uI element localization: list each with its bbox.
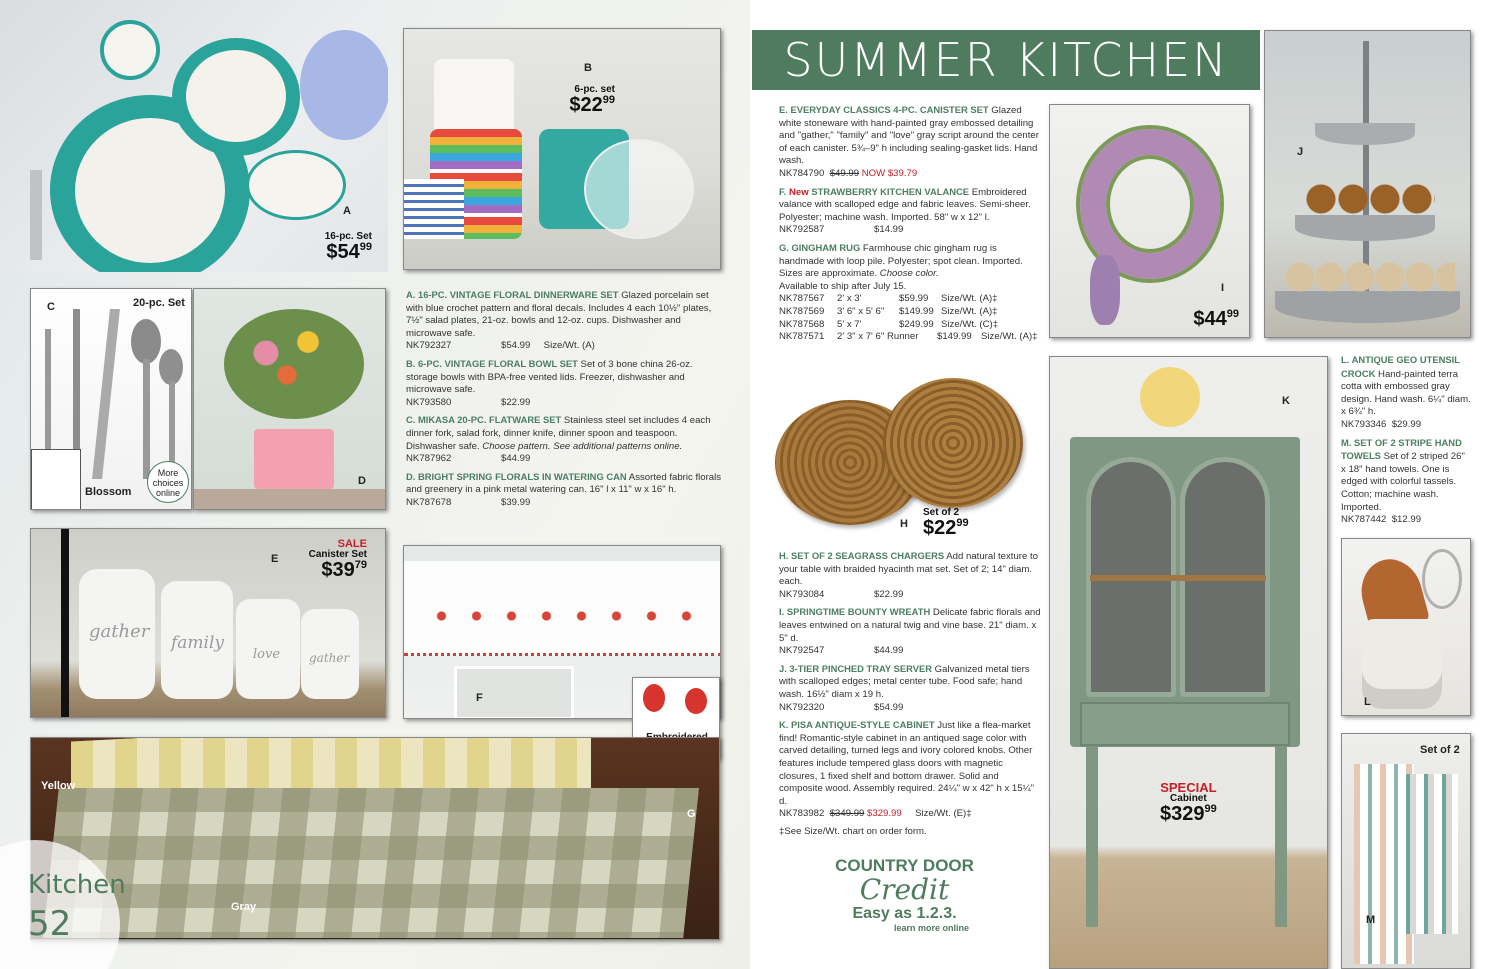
rug-sku: NK787567 <box>779 293 825 305</box>
rug-size: 2' 3" x 7' 6" Runner <box>837 331 919 343</box>
photo-cabinet[interactable] <box>1049 356 1328 969</box>
product-body-c: Stainless steel set includes 4 each dinner fork, salad fork, dinner knife, dinner spoon and teaspoon. Dishwasher safe. <box>406 415 711 452</box>
credit-word: Credit <box>859 873 950 906</box>
letter-m: M <box>1366 914 1376 926</box>
rug-size-row <box>779 306 1041 319</box>
product-desc-h <box>779 550 1041 601</box>
price-cap-k: Cabinet <box>1170 793 1207 804</box>
product-head-g: G. GINGHAM RUG <box>779 241 861 253</box>
photo-hand-towels[interactable] <box>1341 733 1471 969</box>
photo-canister-set[interactable] <box>30 528 386 718</box>
rug-size-row <box>779 331 1041 344</box>
flatware-set-caption: 20-pc. Set <box>133 297 185 309</box>
product-italic-c: Choose pattern. See additional patterns online. <box>479 440 683 452</box>
product-italic-g: Choose color. <box>877 268 939 280</box>
photo-bowl-set[interactable] <box>403 28 721 270</box>
product-head-k: K. PISA ANTIQUE-STYLE CABINET <box>779 719 935 731</box>
price-i: $44.99 <box>874 645 904 657</box>
price-m: $12.99 <box>1391 514 1422 526</box>
rug-note: Size/Wt. (A)‡ <box>941 293 998 305</box>
new-badge-f: New <box>788 186 809 198</box>
photo-utensil-crock[interactable] <box>1341 538 1471 716</box>
price-l: $29.99 <box>1391 418 1422 430</box>
price-cents-b: 99 <box>602 94 615 106</box>
credit-brand: COUNTRY DOOR <box>835 856 974 875</box>
product-body-j: Galvanized metal tiers with scalloped edges; metal center tube. Food safe; hand wash. 16½" diam x 19 h. <box>779 663 1030 700</box>
price-dollars-h: $22 <box>923 517 957 539</box>
rug-price: $249.99 <box>899 318 934 330</box>
rug-price: $59.99 <box>899 293 929 305</box>
price-a: $54.99 <box>501 340 531 352</box>
left-product-descriptions <box>406 289 724 515</box>
canister-word-gather: gather <box>89 621 150 642</box>
price-tag-h <box>923 508 969 538</box>
towels-set-caption: Set of 2 <box>1420 744 1460 756</box>
price-j: $54.99 <box>874 701 904 713</box>
product-head-h: H. SET OF 2 SEAGRASS CHARGERS <box>779 550 945 561</box>
sale-label-e: SALE <box>337 538 367 550</box>
price-dollars-b: $22 <box>569 94 603 116</box>
sku-f: NK792587 <box>779 224 825 236</box>
product-head-b: B. 6-PC. VINTAGE FLORAL BOWL SET <box>406 357 578 369</box>
price-dollars-e: $39 <box>321 559 355 581</box>
photo-gingham-rug[interactable] <box>30 737 720 940</box>
photo-dinnerware[interactable] <box>0 0 388 272</box>
size-chart-footnote: ‡See Size/Wt. chart on order form. <box>779 825 927 837</box>
letter-d: D <box>358 475 366 487</box>
note-a: Size/Wt. (A) <box>543 340 595 352</box>
sku-j: NK792320 <box>779 701 825 713</box>
sku-k: NK783982 <box>779 808 825 820</box>
product-head-j: J. 3-TIER PINCHED TRAY SERVER <box>779 662 932 674</box>
canister-word-gather-2: gather <box>309 651 350 665</box>
rug-size: 3' 6" x 5' 6" <box>837 305 885 317</box>
now-price-e: NOW $39.79 <box>861 167 918 179</box>
price-cap-e: Canister Set <box>308 549 367 560</box>
price-tag-a <box>325 232 372 262</box>
product-desc-i <box>779 606 1041 657</box>
product-head-d: D. BRIGHT SPRING FLORALS IN WATERING CAN <box>406 470 627 482</box>
product-body-b: Set of 3 bone china 26-oz. storage bowls with BPA-free vented lids. Freezer, dishwasher and microwave safe. <box>406 358 693 396</box>
right-product-descriptions-top <box>779 104 1041 349</box>
product-desc-m <box>1341 437 1471 527</box>
rug-size-row <box>779 319 1041 332</box>
product-desc-g <box>779 242 1041 344</box>
letter-k: K <box>1282 395 1290 407</box>
product-head-f: STRAWBERRY KITCHEN VALANCE <box>811 185 970 197</box>
sku-l: NK793346 <box>1341 418 1387 430</box>
price-h: $22.99 <box>874 588 904 600</box>
rug-sku: NK787569 <box>779 305 825 317</box>
rug-yellow-label: Yellow <box>41 780 76 792</box>
price-tag-k <box>1160 781 1217 824</box>
letter-a: A <box>343 205 351 217</box>
product-desc-j <box>779 663 1041 714</box>
product-prefix-f: F. <box>779 185 787 197</box>
rug-price: $149.99 <box>937 331 972 343</box>
product-body-i: Delicate fabric florals and leaves entwined on a natural twig and vine base. 21" diam. x 5" d. <box>779 607 1041 644</box>
sku-i: NK792547 <box>779 645 825 657</box>
product-descriptions-l-m <box>1341 354 1471 532</box>
price-d: $39.99 <box>501 496 531 508</box>
price-cents-h: 99 <box>956 517 969 529</box>
price-cap-a: 16-pc. Set <box>324 231 372 242</box>
product-desc-b <box>406 358 724 409</box>
product-body-a: Glazed porcelain set with blue crochet pattern and floral decals. Includes 4 each 10½" plates, 7½" salad plates, 21-oz. bowls and 12-oz. cups. Dishwasher and microwave safe. <box>406 290 712 339</box>
letter-g: G <box>687 808 696 820</box>
product-desc-d <box>406 471 724 510</box>
product-body-l: Hand-painted terra cotta with embossed gray design. Hand wash. 6¼" diam. x 6¾" h. <box>1341 368 1471 418</box>
product-desc-e <box>779 104 1041 181</box>
price-c: $44.99 <box>501 453 531 465</box>
sku-d: NK787678 <box>406 496 452 508</box>
rug-note: Size/Wt. (C)‡ <box>941 318 999 330</box>
product-body-g: Farmhouse chic gingham rug is handmade with loop pile. Polyester; spot clean. Imported. Sizes are approximate. <box>779 242 1023 280</box>
product-body-h: Add natural texture to your table with braided hyacinth mat set. Set of 2; 14" diam. each. <box>779 551 1039 588</box>
price-dollars-a: $54 <box>326 241 360 263</box>
rug-note: Size/Wt. (A)‡ <box>941 305 998 317</box>
letter-i: I <box>1221 282 1225 294</box>
photo-florals-watering-can[interactable] <box>193 288 386 510</box>
was-price-k: $349.99 <box>829 808 865 820</box>
photo-wreath[interactable] <box>1049 104 1250 338</box>
product-body-e: Glazed white stoneware with hand-painted gray embossed detailing and "gather," "family" and "love" gray script around the center of each canister. 5¾–9" h including sealing-gasket lids. Hand wash. <box>779 105 1039 167</box>
sku-e: NK784790 <box>779 167 825 179</box>
rug-sku: NK787571 <box>779 331 825 343</box>
product-body-m: Set of 2 striped 26" x 18" hand towels. One is edged with colorful tassels. Cotton; machine wash. Imported. <box>1341 451 1465 513</box>
sku-m: NK787442 <box>1341 514 1387 526</box>
page-title: SUMMER KITCHEN <box>752 30 1260 90</box>
price-cents-a: 99 <box>359 241 372 253</box>
price-cents-k: 99 <box>1204 803 1217 815</box>
product-head-l: L. ANTIQUE GEO UTENSIL CROCK <box>1341 354 1460 379</box>
rug-gray-label: Gray <box>231 901 257 913</box>
letter-h: H <box>900 518 908 530</box>
product-desc-l <box>1341 354 1471 432</box>
rug-note: Size/Wt. (A)‡ <box>981 331 1038 343</box>
product-body-k: Just like a flea-market find! Romantic-style cabinet in an antiqued sage color with carved detailing, turned legs and ivory colored knobs. Other features include tempered glass doors with magnetic closures, 1 fixed shelf and bottom drawer. Solid and composite wood. Assembly required. 24¼" w x 42" h x 15¼" d. <box>779 720 1034 807</box>
sku-c: NK787962 <box>406 453 452 465</box>
price-b: $22.99 <box>501 396 531 408</box>
product-desc-f <box>779 186 1041 237</box>
rug-size: 5' x 7' <box>837 318 862 330</box>
price-dollars-i: $44 <box>1193 308 1227 330</box>
product-head-e: E. EVERYDAY CLASSICS 4-PC. CANISTER SET <box>779 104 989 115</box>
credit-tagline: Easy as 1.2.3. <box>852 905 957 922</box>
now-price-k: $329.99 <box>867 808 902 820</box>
price-cap-b: 6-pc. set <box>574 84 615 95</box>
availability-g: Available to ship after July 15. <box>779 280 907 292</box>
product-body-d: Assorted fabric florals and greenery in a pink metal watering can. 16" l x 11" w x 16" h. <box>406 471 722 496</box>
right-product-descriptions-bottom <box>779 550 1041 843</box>
product-head-i: I. SPRINGTIME BOUNTY WREATH <box>779 606 931 618</box>
price-tag-b <box>569 85 615 115</box>
price-dollars-k: $329 <box>1160 803 1205 825</box>
price-f: $14.99 <box>874 224 904 236</box>
blossom-pattern-label: Blossom <box>85 486 132 498</box>
product-desc-k <box>779 719 1041 821</box>
product-head-a: A. 16-PC. VINTAGE FLORAL DINNERWARE SET <box>406 289 619 300</box>
rug-price: $149.99 <box>899 305 934 317</box>
more-choices-badge[interactable] <box>147 461 189 503</box>
section-name: Kitchen <box>28 870 126 900</box>
rug-size-row <box>779 293 1041 306</box>
photo-tiered-tray[interactable] <box>1264 30 1471 338</box>
product-body-f: Embroidered valance with scalloped edge and fabric leaves. Semi-sheer. Polyester; machine wash. Imported. 58" w x 12" l. <box>779 186 1031 223</box>
sku-b: NK793580 <box>406 396 452 408</box>
canister-word-family: family <box>171 633 225 653</box>
rug-size: 2' x 3' <box>837 293 862 305</box>
letter-c: C <box>47 301 55 313</box>
letter-j: J <box>1297 146 1304 158</box>
letter-b: B <box>584 62 592 74</box>
letter-l: L <box>1364 696 1371 708</box>
letter-e: E <box>271 553 279 565</box>
price-tag-i <box>1193 309 1239 329</box>
sku-h: NK793084 <box>779 588 825 600</box>
credit-learn-more-link[interactable]: learn more online <box>893 923 969 933</box>
was-price-e: $49.99 <box>829 167 860 179</box>
price-cap-h: Set of 2 <box>923 507 960 518</box>
letter-f: F <box>476 692 483 704</box>
more-choices-text: More choices online <box>152 468 184 498</box>
product-head-m: M. SET OF 2 STRIPE HAND TOWELS <box>1341 436 1462 462</box>
product-desc-a <box>406 289 724 353</box>
note-k: Size/Wt. (E)‡ <box>915 808 972 820</box>
product-head-c: C. MIKASA 20-PC. FLATWARE SET <box>406 414 562 426</box>
page-number: 52 <box>28 904 72 944</box>
canister-word-love: love <box>253 647 281 662</box>
photo-seagrass-chargers[interactable] <box>775 378 1033 544</box>
rug-sku: NK787568 <box>779 318 825 330</box>
price-tag-e <box>309 539 367 580</box>
price-cents-e: 79 <box>354 559 367 571</box>
price-cents-i: 99 <box>1226 308 1239 320</box>
sku-a: NK792327 <box>406 340 452 352</box>
photo-flatware[interactable] <box>30 288 192 510</box>
special-label-k: SPECIAL <box>1160 780 1217 795</box>
product-desc-c <box>406 414 724 465</box>
country-door-credit-logo[interactable] <box>832 857 977 933</box>
